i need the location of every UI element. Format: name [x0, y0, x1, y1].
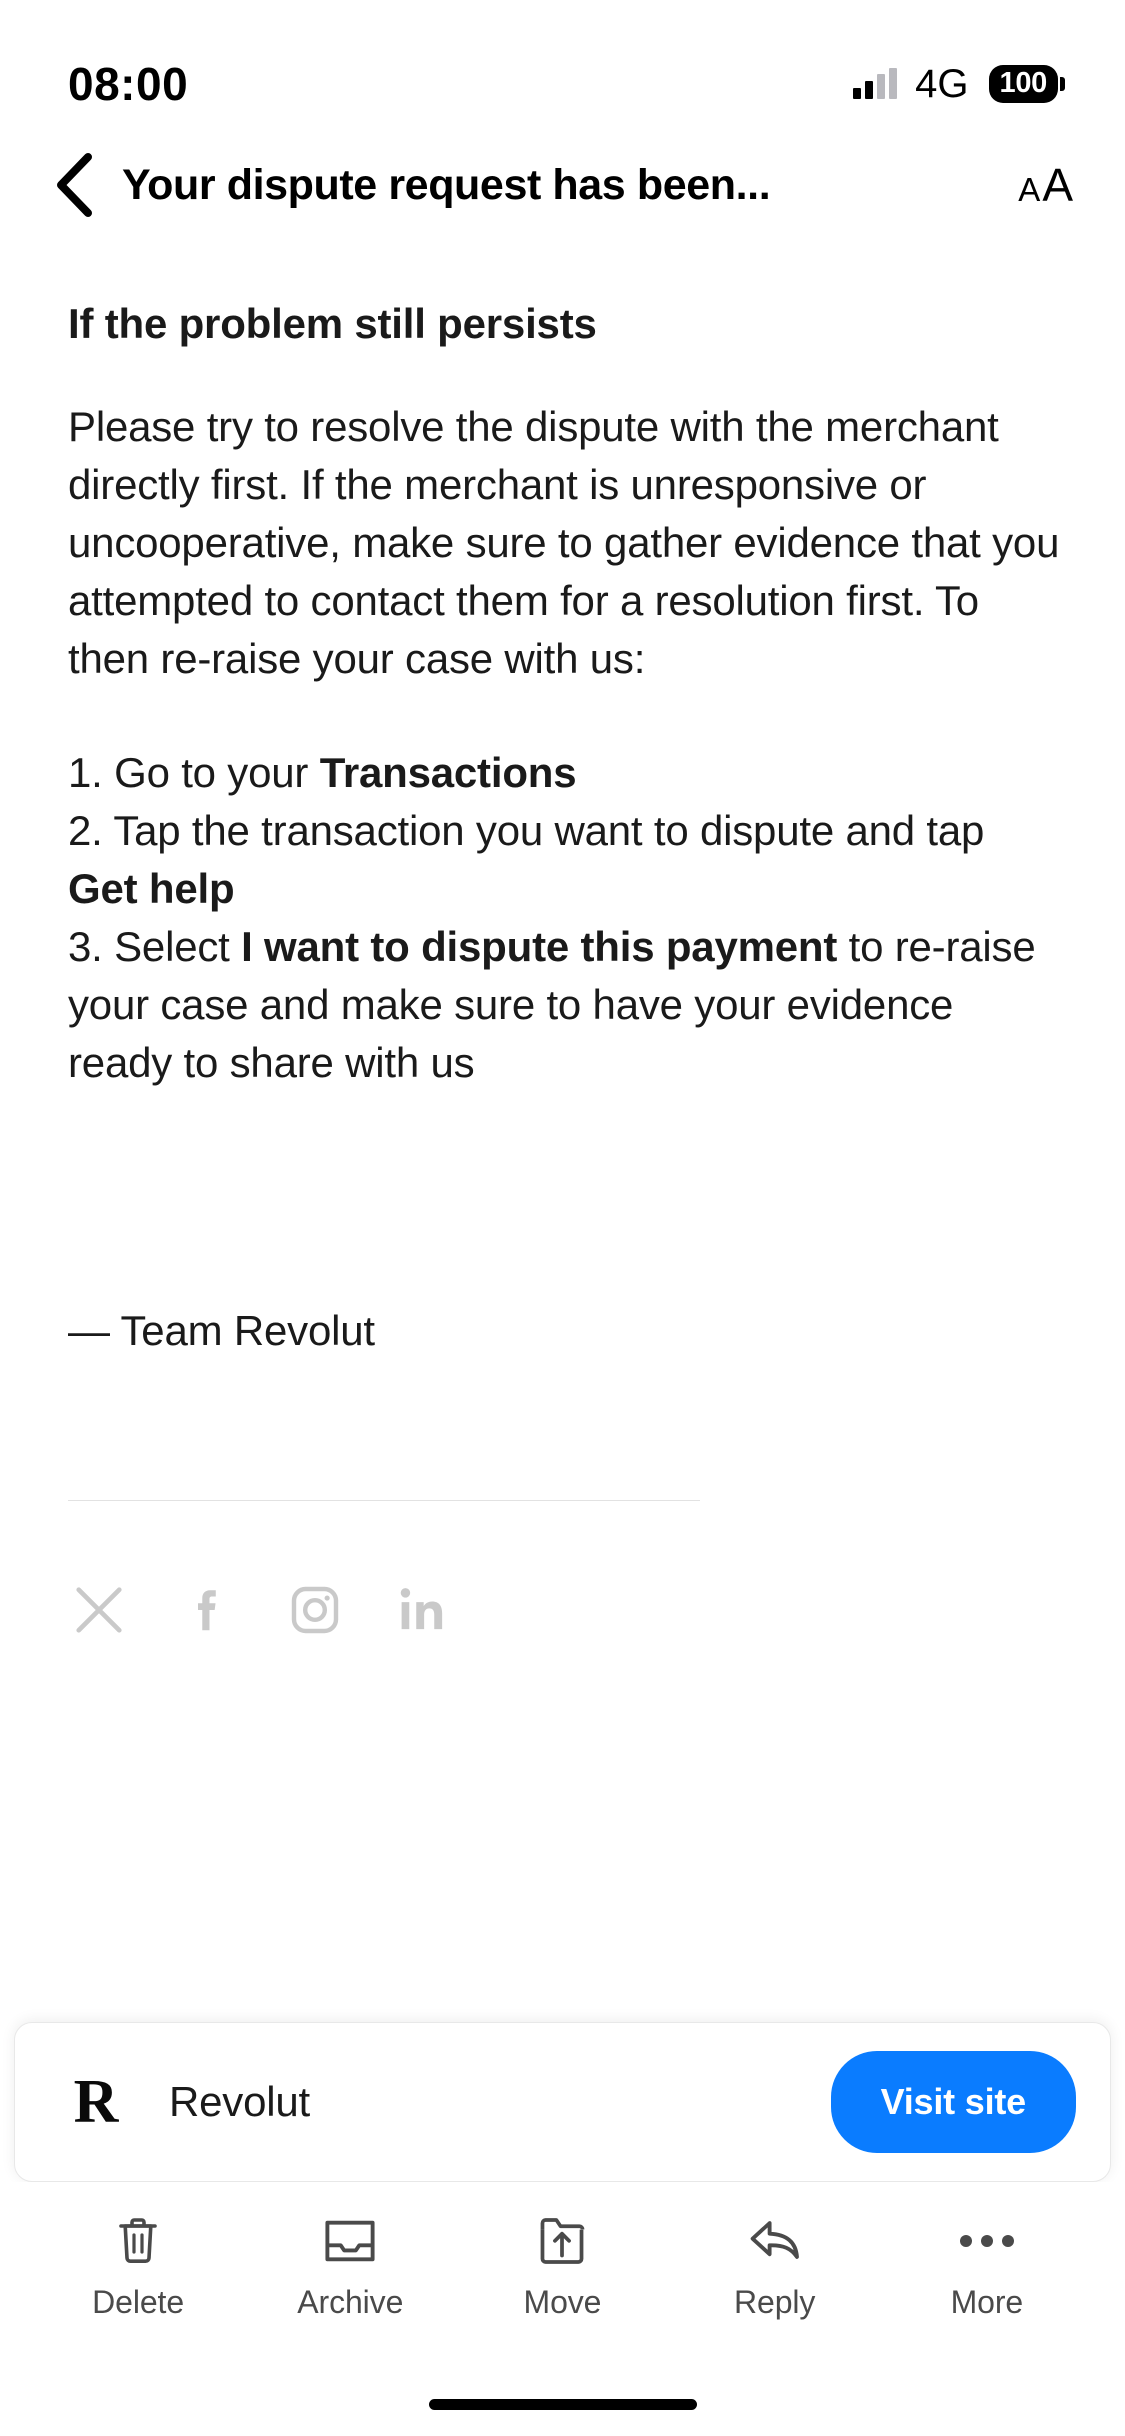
chevron-left-icon — [54, 152, 94, 218]
facebook-icon[interactable] — [176, 1579, 238, 1641]
instagram-icon[interactable] — [284, 1579, 346, 1641]
linkedin-icon[interactable] — [392, 1579, 454, 1641]
social-links — [68, 1579, 1065, 1641]
sender-promo-card[interactable] — [14, 2022, 1111, 2182]
text-size-big-a: A — [1042, 159, 1073, 211]
navigation-bar — [0, 130, 1125, 240]
back-button[interactable] — [38, 149, 110, 221]
text-size-button[interactable] — [1018, 159, 1077, 211]
body-paragraph: Please try to resolve the dispute with the merchant directly first. If the merchant is unresponsive or uncooperative, make sure to gather evidence that you attempted to contact them for a resolution first. To then re-raise your case with us: — [68, 403, 1060, 682]
move-to-folder-icon — [537, 2212, 587, 2270]
step-number: 1. — [68, 748, 115, 796]
trash-icon — [114, 2212, 162, 2270]
step-text: Go to your — [114, 748, 320, 796]
archive-box-icon — [322, 2212, 378, 2270]
text-size-small-a: A — [1018, 171, 1041, 208]
move-button[interactable] — [472, 2212, 652, 2321]
step-bold-text: Transactions — [319, 748, 577, 796]
archive-label: Archive — [297, 2283, 404, 2320]
step-bold-text: I want to dispute this payment — [241, 922, 838, 970]
step-number: 3. — [68, 922, 115, 970]
battery-icon — [989, 65, 1066, 103]
step-bold-text: Get help — [68, 864, 235, 912]
list-item — [68, 918, 1065, 1092]
revolut-logo-icon: R — [73, 2067, 119, 2136]
list-item — [68, 802, 1065, 918]
reply-label: Reply — [733, 2283, 816, 2320]
signal-bars-icon — [853, 69, 897, 99]
step-number: 2. — [68, 806, 114, 854]
move-label: Move — [523, 2283, 602, 2320]
message-toolbar — [0, 2182, 1125, 2350]
ellipsis-icon — [960, 2212, 1014, 2270]
step-text: Select — [114, 922, 242, 970]
delete-button[interactable] — [48, 2212, 228, 2321]
archive-button[interactable] — [260, 2212, 440, 2321]
visit-site-button[interactable]: Visit site — [831, 2051, 1076, 2153]
status-bar — [0, 0, 1125, 130]
battery-percent-label: 100 — [989, 65, 1059, 103]
reply-button[interactable] — [685, 2212, 865, 2321]
more-label: More — [950, 2283, 1024, 2320]
home-indicator[interactable] — [429, 2399, 697, 2410]
list-item — [68, 744, 1065, 802]
footer-divider — [68, 1500, 700, 1501]
body-steps-list — [68, 744, 1065, 1092]
reply-arrow-icon — [747, 2212, 803, 2270]
status-indicators — [853, 62, 1065, 107]
x-twitter-icon[interactable] — [68, 1579, 130, 1641]
battery-cap — [1060, 77, 1065, 91]
step-text-after: to re-raise your case and make sure to have your evidence ready to share with us — [68, 922, 1036, 1086]
step-text: Tap the transaction you want to dispute and tap — [113, 806, 985, 854]
more-button[interactable] — [897, 2212, 1077, 2321]
body-heading: If the problem still persists — [68, 300, 597, 347]
status-time: 08:00 — [68, 58, 189, 110]
page-title: Your dispute request has been... — [122, 160, 771, 209]
sender-name: Revolut — [169, 2078, 311, 2125]
signature-text: — Team Revolut — [68, 1307, 375, 1355]
delete-label: Delete — [92, 2283, 185, 2320]
network-type-label: 4G — [915, 61, 969, 106]
